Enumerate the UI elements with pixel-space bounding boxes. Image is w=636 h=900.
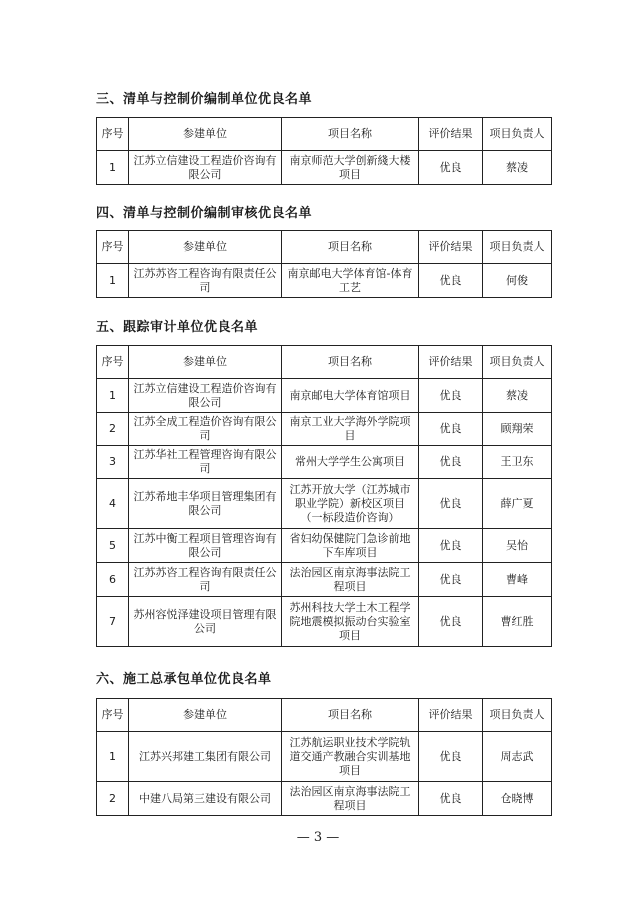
cell-index: 1 xyxy=(97,379,129,413)
cell-index: 1 xyxy=(97,264,129,298)
cell-unit: 江苏立信建设工程造价咨询有限公司 xyxy=(129,151,282,185)
header-cell: 项目名称 xyxy=(282,231,419,264)
table-header-row xyxy=(97,699,552,732)
section-title: 三、清单与控制价编制单位优良名单 xyxy=(96,92,313,107)
table-row xyxy=(97,732,552,782)
table-row xyxy=(97,413,552,446)
cell-project: 法治园区南京海事法院工程项目 xyxy=(282,782,419,816)
cell-unit: 中建八局第三建设有限公司 xyxy=(129,782,282,816)
header-cell: 评价结果 xyxy=(419,699,483,732)
page-number: — 3 — xyxy=(296,830,340,845)
cell-leader: 王卫东 xyxy=(483,446,552,479)
header-cell: 项目负责人 xyxy=(483,699,552,732)
cell-result: 优良 xyxy=(419,563,483,597)
cell-unit: 江苏兴邦建工集团有限公司 xyxy=(129,732,282,782)
cell-leader: 仓晓博 xyxy=(483,782,552,816)
cell-unit: 苏州容悦泽建设项目管理有限公司 xyxy=(129,597,282,647)
header-cell: 序号 xyxy=(97,346,129,379)
cell-project: 南京邮电大学体育馆-体育工艺 xyxy=(282,264,419,298)
cell-result: 优良 xyxy=(419,413,483,446)
header-cell: 项目负责人 xyxy=(483,118,552,151)
cell-result: 优良 xyxy=(419,782,483,816)
table-section5 xyxy=(96,345,552,647)
cell-index: 3 xyxy=(97,446,129,479)
cell-unit: 江苏苏咨工程咨询有限责任公司 xyxy=(129,264,282,298)
section-title: 六、施工总承包单位优良名单 xyxy=(96,672,272,687)
header-cell: 评价结果 xyxy=(419,346,483,379)
cell-result: 优良 xyxy=(419,379,483,413)
header-cell: 评价结果 xyxy=(419,231,483,264)
header-cell: 序号 xyxy=(97,118,129,151)
table-header-row xyxy=(97,118,552,151)
cell-result: 优良 xyxy=(419,732,483,782)
table-row xyxy=(97,379,552,413)
cell-project: 南京工业大学海外学院项目 xyxy=(282,413,419,446)
cell-leader: 周志武 xyxy=(483,732,552,782)
cell-result: 优良 xyxy=(419,479,483,529)
cell-result: 优良 xyxy=(419,529,483,563)
header-cell: 参建单位 xyxy=(129,699,282,732)
header-cell: 项目负责人 xyxy=(483,346,552,379)
cell-index: 1 xyxy=(97,732,129,782)
cell-result: 优良 xyxy=(419,264,483,298)
section-title: 五、跟踪审计单位优良名单 xyxy=(96,320,259,335)
cell-leader: 蔡凌 xyxy=(483,151,552,185)
cell-project: 南京师范大学创新綫大楼项目 xyxy=(282,151,419,185)
cell-leader: 吴怡 xyxy=(483,529,552,563)
table-section3 xyxy=(96,117,552,185)
section-title: 四、清单与控制价编制审核优良名单 xyxy=(96,206,313,221)
cell-leader: 何俊 xyxy=(483,264,552,298)
table-row xyxy=(97,563,552,597)
table-section4 xyxy=(96,230,552,298)
table-row xyxy=(97,782,552,816)
cell-leader: 顾翔荣 xyxy=(483,413,552,446)
cell-result: 优良 xyxy=(419,151,483,185)
header-cell: 项目名称 xyxy=(282,118,419,151)
cell-index: 5 xyxy=(97,529,129,563)
cell-project: 省妇幼保健院门急诊前地下车库项目 xyxy=(282,529,419,563)
cell-leader: 曹红胜 xyxy=(483,597,552,647)
header-cell: 序号 xyxy=(97,231,129,264)
cell-result: 优良 xyxy=(419,446,483,479)
header-cell: 项目名称 xyxy=(282,346,419,379)
cell-index: 2 xyxy=(97,413,129,446)
table-row xyxy=(97,446,552,479)
table-row xyxy=(97,151,552,185)
table-header-row xyxy=(97,346,552,379)
header-cell: 参建单位 xyxy=(129,346,282,379)
cell-project: 南京邮电大学体育馆项目 xyxy=(282,379,419,413)
table-header-row xyxy=(97,231,552,264)
header-cell: 项目名称 xyxy=(282,699,419,732)
cell-project: 常州大学学生公寓项目 xyxy=(282,446,419,479)
cell-project: 法治园区南京海事法院工程项目 xyxy=(282,563,419,597)
cell-index: 4 xyxy=(97,479,129,529)
cell-unit: 江苏中衡工程项目管理咨询有限公司 xyxy=(129,529,282,563)
cell-result: 优良 xyxy=(419,597,483,647)
header-cell: 序号 xyxy=(97,699,129,732)
header-cell: 参建单位 xyxy=(129,231,282,264)
cell-unit: 江苏华社工程管理咨询有限公司 xyxy=(129,446,282,479)
cell-index: 1 xyxy=(97,151,129,185)
table-section6 xyxy=(96,698,552,816)
table-row xyxy=(97,597,552,647)
cell-index: 2 xyxy=(97,782,129,816)
cell-index: 6 xyxy=(97,563,129,597)
cell-leader: 曹峰 xyxy=(483,563,552,597)
cell-unit: 江苏苏咨工程咨询有限责任公司 xyxy=(129,563,282,597)
header-cell: 项目负责人 xyxy=(483,231,552,264)
cell-unit: 江苏全成工程造价咨询有限公司 xyxy=(129,413,282,446)
cell-unit: 江苏立信建设工程造价咨询有限公司 xyxy=(129,379,282,413)
header-cell: 参建单位 xyxy=(129,118,282,151)
cell-project: 苏州科技大学土木工程学院地震模拟振动台实验室项目 xyxy=(282,597,419,647)
table-row xyxy=(97,529,552,563)
cell-index: 7 xyxy=(97,597,129,647)
header-cell: 评价结果 xyxy=(419,118,483,151)
cell-leader: 薛广夏 xyxy=(483,479,552,529)
cell-project: 江苏开放大学（江苏城市职业学院）新校区项目（一标段造价咨询） xyxy=(282,479,419,529)
cell-project: 江苏航运职业技术学院轨道交通产教融合实训基地项目 xyxy=(282,732,419,782)
table-row xyxy=(97,264,552,298)
cell-leader: 蔡凌 xyxy=(483,379,552,413)
cell-unit: 江苏希地丰华项目管理集团有限公司 xyxy=(129,479,282,529)
table-row xyxy=(97,479,552,529)
